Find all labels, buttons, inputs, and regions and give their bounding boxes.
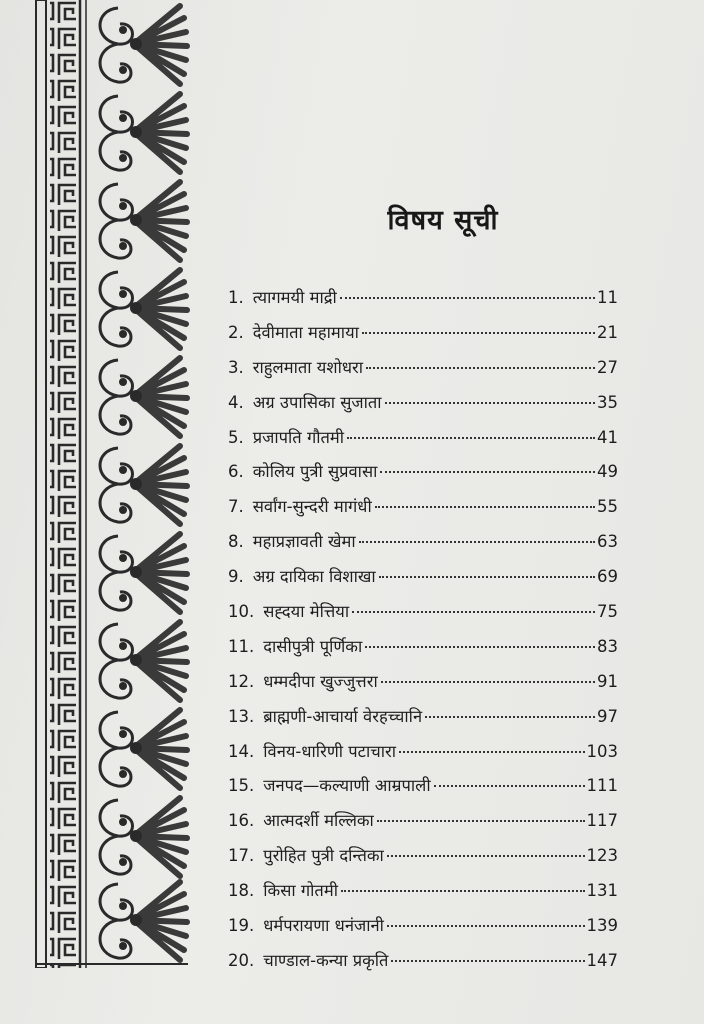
toc-entry [228,355,618,390]
entry-page-number: 63 [597,532,618,552]
entry-number: 11. [228,636,255,656]
dot-leader [381,681,595,683]
toc-entry [228,425,618,460]
dot-leader [379,576,595,578]
entry-page-number: 103 [586,741,618,761]
dot-leader [362,332,595,334]
entry-number: 15. [228,776,255,796]
toc-entry [228,773,618,808]
entry-title: पुरोहित पुत्री दन्तिका [263,846,384,866]
entry-title: विनय-धारिणी पटाचारा [263,741,397,761]
toc-entry [228,948,618,983]
decorative-border [30,0,190,968]
entry-page-number: 75 [597,602,618,622]
toc-entry [228,634,618,669]
entry-title: अग्र उपासिका सुजाता [252,392,382,412]
entry-title: सर्वांग-सुन्दरी मागंधी [252,497,372,517]
dot-leader [387,925,585,927]
entry-page-number: 139 [586,916,618,936]
toc-title: विषय सूची [387,205,499,236]
toc-list [228,285,618,983]
dot-leader [347,437,595,439]
toc-entry [228,599,618,634]
entry-page-number: 147 [586,950,618,970]
entry-page-number: 27 [597,357,618,377]
entry-number: 6. [228,462,244,482]
entry-page-number: 91 [597,671,618,691]
entry-page-number: 69 [597,567,618,587]
toc-entry [228,320,618,355]
dot-leader [352,611,595,613]
dot-leader [399,751,584,753]
entry-title: जनपद—कल्याणी आम्रपाली [263,776,431,796]
entry-page-number: 21 [597,322,618,342]
entry-number: 17. [228,846,255,866]
toc-entry [228,704,618,739]
dot-leader [341,890,585,892]
dot-leader [340,297,595,299]
entry-number: 14. [228,741,255,761]
toc-entry [228,739,618,774]
toc-entry [228,529,618,564]
toc-entry [228,564,618,599]
entry-number: 9. [228,567,244,587]
dot-leader [377,820,585,822]
dot-leader [385,402,595,404]
dot-leader [365,646,595,648]
entry-number: 5. [228,427,244,447]
dot-leader [375,506,595,508]
entry-page-number: 49 [597,462,618,482]
entry-page-number: 97 [597,706,618,726]
entry-page-number: 55 [597,497,618,517]
entry-number: 20. [228,950,255,970]
entry-title: कोलिय पुत्री सुप्रवासा [252,462,378,482]
toc-entry [228,669,618,704]
entry-page-number: 131 [586,881,618,901]
entry-page-number: 111 [586,776,618,796]
entry-page-number: 123 [586,846,618,866]
entry-number: 1. [228,288,244,307]
entry-title: आत्मदर्शी मल्लिका [263,811,374,831]
toc-entry [228,878,618,913]
entry-number: 3. [228,357,244,377]
entry-number: 8. [228,532,244,552]
dot-leader [366,367,595,369]
dot-leader [359,541,595,543]
toc-entry [228,494,618,529]
entry-number: 18. [228,881,255,901]
entry-number: 19. [228,916,255,936]
table-of-contents [228,200,618,983]
entry-page-number: 117 [586,811,618,831]
entry-title: देवीमाता महामाया [252,322,359,342]
entry-number: 10. [228,602,255,622]
entry-title: महाप्रज्ञावती खेमा [252,532,356,552]
entry-number: 16. [228,811,255,831]
entry-title: अग्र दायिका विशाखा [252,567,376,587]
entry-title: किसा गोतमी [263,881,338,901]
toc-entry [228,459,618,494]
toc-entry [228,843,618,878]
dot-leader [425,716,595,718]
entry-title: ब्राह्मणी-आचार्या वेरहच्चानि [263,706,423,726]
entry-title: दासीपुत्री पूर्णिका [263,636,363,656]
dot-leader [391,960,584,962]
entry-page-number: 83 [597,636,618,656]
entry-number: 12. [228,671,255,691]
entry-page-number: 11 [597,288,618,307]
entry-title: चाण्डाल-कन्या प्रकृति [263,950,389,970]
entry-page-number: 35 [597,392,618,412]
dot-leader [434,785,585,787]
dot-leader [387,855,585,857]
entry-title: राहुलमाता यशोधरा [252,357,364,377]
entry-title: धम्मदीपा खुज्जुत्तरा [263,671,378,691]
entry-title: धर्मपरायणा धनंजानी [263,916,384,936]
toc-entry [228,808,618,843]
toc-entry [228,913,618,948]
entry-number: 2. [228,322,244,342]
dot-leader [380,471,595,473]
entry-title: प्रजापति गौतमी [252,427,345,447]
entry-number: 4. [228,392,244,412]
entry-title: त्यागमयी माद्री [252,288,337,307]
entry-number: 7. [228,497,244,517]
toc-entry [228,285,618,320]
entry-title: सह्दया मेत्तिया [263,602,350,622]
entry-number: 13. [228,706,255,726]
toc-entry [228,390,618,425]
entry-page-number: 41 [597,427,618,447]
